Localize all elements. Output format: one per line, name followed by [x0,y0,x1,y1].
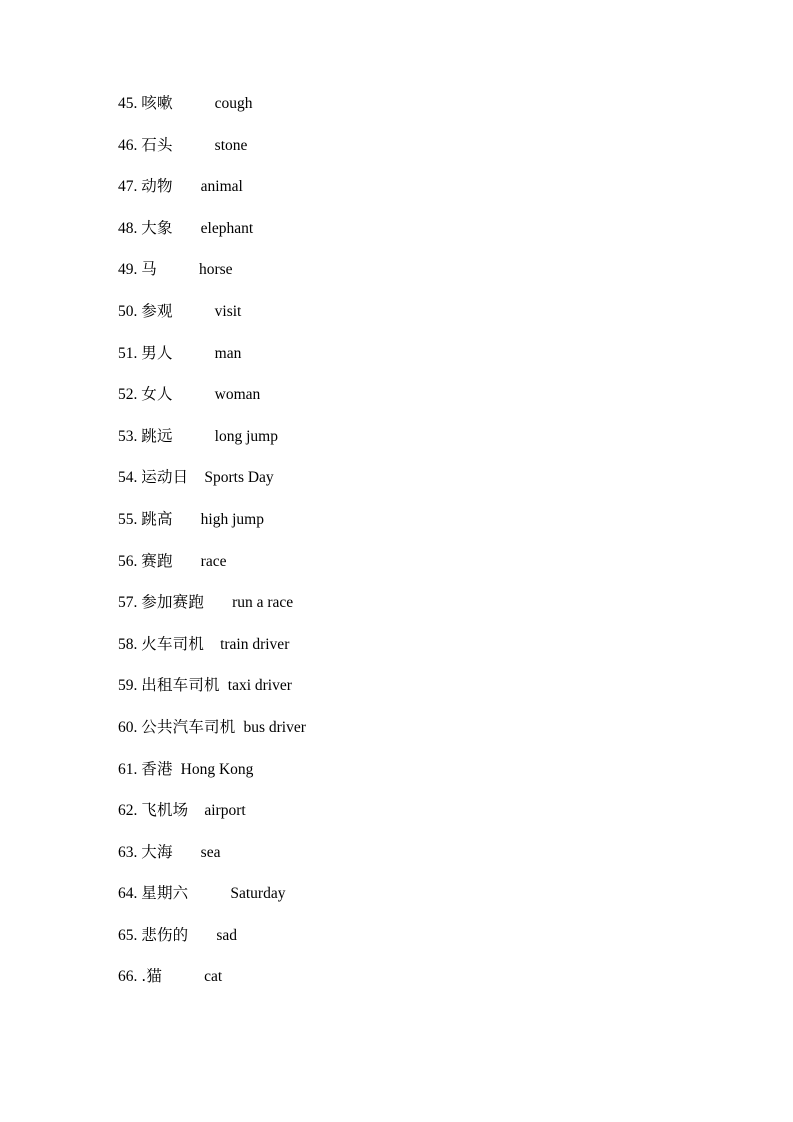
vocabulary-entry [118,925,675,970]
vocabulary-entry [118,301,675,346]
entry-number: 53. [118,427,138,445]
entry-chinese-term: 咳嗽 [141,94,173,112]
entry-chinese-term: 飞机场 [141,801,189,820]
entry-number: 63. [118,843,138,861]
vocabulary-entry [118,551,675,596]
entry-chinese-term: 大海 [141,842,173,861]
entry-number: 52. [118,386,138,404]
entry-number: 48. [118,219,138,237]
vocabulary-entry [118,595,675,637]
vocabulary-entry [118,343,675,388]
entry-chinese-term: 石头 [141,135,173,154]
entry-chinese-term: 大象 [141,218,173,237]
entry-chinese-term: 跳远 [141,426,173,445]
vocabulary-entry [118,135,675,180]
entry-number: 50. [118,302,138,320]
entry-english-term: cat [204,968,223,986]
entry-chinese-term: 跳高 [141,509,173,528]
entry-chinese-term: 赛跑 [141,551,173,570]
entry-chinese-term: 男人 [141,343,173,362]
entry-chinese-term: 女人 [141,385,173,404]
entry-chinese-term: 香港 [141,759,173,778]
entry-english-term: long jump [214,427,278,445]
entry-chinese-term: 星期六 [141,884,189,903]
entry-english-term: animal [200,178,243,196]
entry-chinese-term: 悲伤的 [141,925,189,944]
entry-number: 55. [118,510,138,528]
entry-english-term: Sports Day [204,469,274,487]
entry-english-term: run a race [232,594,294,612]
vocabulary-entry [118,179,675,221]
vocabulary-entry [118,969,675,1011]
entry-number: 62. [118,802,138,820]
entry-english-term: sad [216,926,238,944]
entry-number: 65. [118,926,138,944]
entry-english-term: woman [214,386,261,404]
entry-number: 57. [118,594,138,612]
entry-number: 47. [118,178,138,196]
entry-english-term: bus driver [243,718,306,736]
vocabulary-entry [118,470,675,512]
entry-english-term: race [200,552,227,570]
vocabulary-list [118,96,675,1011]
entry-number: 64. [118,885,138,903]
vocabulary-entry [118,759,675,804]
vocabulary-entry [118,387,675,429]
vocabulary-entry [118,678,675,720]
entry-english-term: train driver [220,635,290,653]
vocabulary-entry [118,886,675,928]
entry-english-term: airport [204,802,246,820]
entry-number: 54. [118,469,138,487]
entry-english-term: horse [198,261,233,279]
entry-number: 66. [118,968,138,986]
vocabulary-entry [118,262,675,304]
vocabulary-entry [118,426,675,471]
entry-chinese-term: 马 [141,260,157,279]
entry-number: 49. [118,261,138,279]
entry-number: 60. [118,718,138,736]
vocabulary-entry [118,717,675,762]
vocabulary-entry [118,509,675,554]
vocabulary-entry [118,634,675,679]
entry-number: 45. [118,95,138,112]
entry-english-term: visit [214,302,242,320]
entry-chinese-term: .猫 [141,967,163,986]
entry-number: 51. [118,344,138,362]
vocabulary-entry [118,218,675,263]
entry-english-term: taxi driver [227,677,292,695]
vocabulary-entry [118,803,675,845]
entry-number: 58. [118,635,138,653]
entry-english-term: elephant [200,219,254,237]
entry-chinese-term: 出租车司机 [141,676,220,695]
entry-chinese-term: 参观 [141,301,173,320]
entry-chinese-term: 公共汽车司机 [141,717,236,736]
entry-number: 46. [118,136,138,154]
vocabulary-entry [118,842,675,887]
entry-number: 61. [118,760,138,778]
entry-english-term: cough [214,95,253,112]
entry-chinese-term: 动物 [141,177,173,196]
entry-chinese-term: 参加赛跑 [141,593,205,612]
entry-chinese-term: 运动日 [141,468,189,487]
entry-english-term: stone [214,136,248,154]
entry-number: 59. [118,677,138,695]
entry-english-term: Hong Kong [180,760,254,778]
entry-english-term: Saturday [230,885,286,903]
vocabulary-entry [118,96,675,138]
entry-english-term: sea [200,843,221,861]
entry-number: 56. [118,552,138,570]
entry-english-term: man [214,344,242,362]
entry-english-term: high jump [200,510,264,528]
entry-chinese-term: 火车司机 [141,634,205,653]
